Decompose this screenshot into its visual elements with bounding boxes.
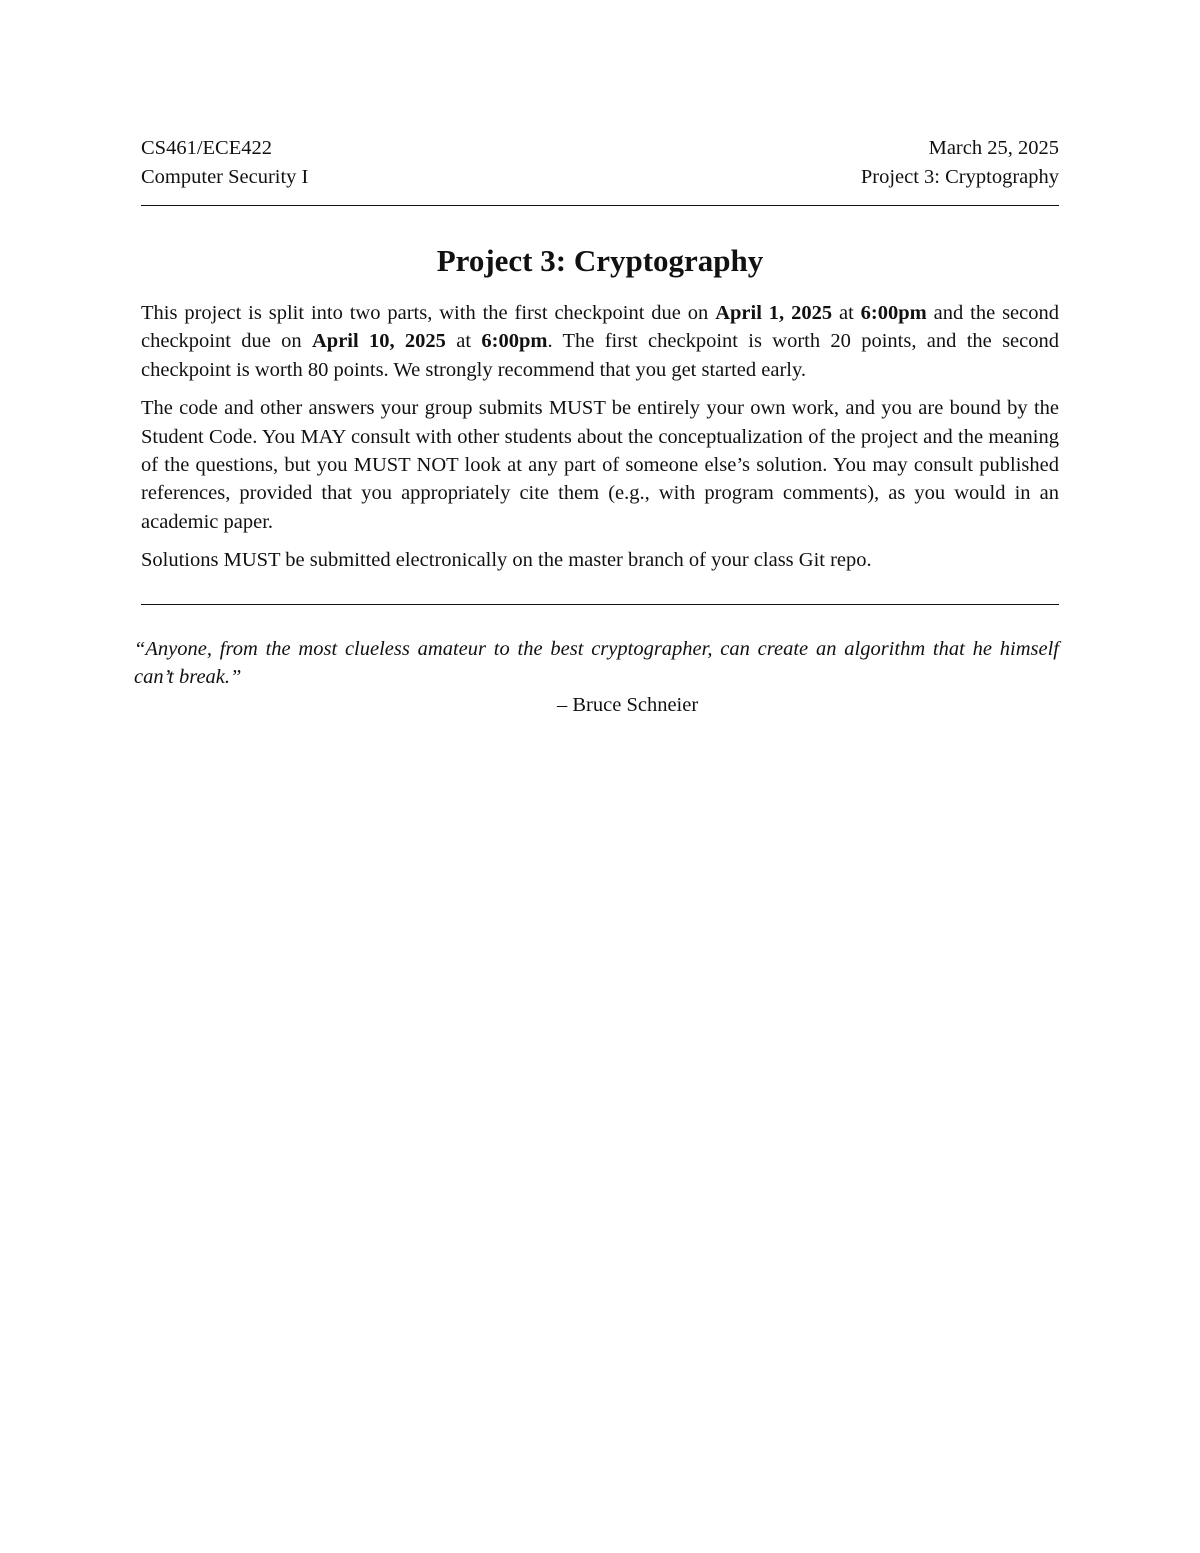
section-divider <box>141 604 1059 605</box>
intro-text-b: and the second checkpoint due on <box>141 302 1059 353</box>
intro-text-c: . The first checkpoint is worth 20 points, and the second checkpoint is worth 80 points. We strongly recommend that you get started early. <box>141 330 1059 381</box>
epigraph-attribution: – Bruce Schneier <box>557 694 699 717</box>
header-left <box>141 134 308 192</box>
header-divider <box>141 205 1059 206</box>
intro-at-1: at <box>832 302 861 324</box>
document-page <box>134 134 1059 720</box>
epigraph-quote: “Anyone, from the most clueless amateur to the best cryptographer, can create an algorithm that he himself can’t break.” <box>134 637 1059 689</box>
intro-at-2: at <box>445 330 482 353</box>
policy-paragraph: The code and other answers your group submits MUST be entirely your own work, and you are bound by the Student Code. You MAY consult with other students about the conceptualization of the project and the meaning of the questions, but you MUST NOT look at any part of someone else’s solution. You may consult published references, provided that you appropriately cite them (e.g., with program comments), as you would in an academic paper. <box>141 397 1059 533</box>
header-right <box>861 134 1059 192</box>
checkpoint1-date: April 1, 2025 <box>715 302 833 324</box>
submission-paragraph: Solutions MUST be submitted electronically on the master branch of your class Git repo. <box>141 549 872 572</box>
header-project-label: Project 3: Cryptography <box>860 166 1059 188</box>
course-name: Computer Security I <box>141 166 309 188</box>
intro-paragraph <box>141 299 1059 384</box>
intro-text-a: This project is split into two parts, with the first checkpoint due on <box>141 302 716 324</box>
checkpoint2-time: 6:00pm <box>481 330 548 353</box>
page-title: Project 3: Cryptography <box>436 243 764 278</box>
header-date: March 25, 2025 <box>928 137 1059 159</box>
checkpoint1-time: 6:00pm <box>860 302 927 324</box>
page-header <box>141 134 1059 192</box>
checkpoint2-date: April 10, 2025 <box>311 330 446 353</box>
course-code: CS461/ECE422 <box>141 137 272 159</box>
